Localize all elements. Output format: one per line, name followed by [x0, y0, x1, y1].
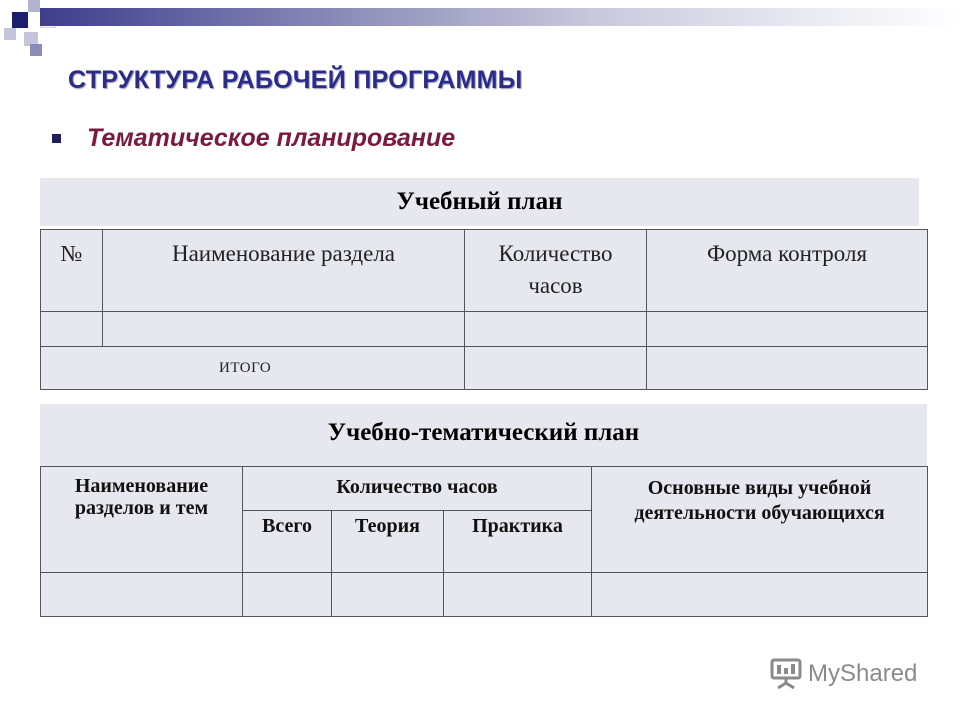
plan-table	[40, 229, 928, 390]
corner-square	[4, 28, 16, 40]
table-cell	[465, 312, 647, 347]
thematic-plan-table	[40, 466, 928, 617]
column-header-theory: Теория	[332, 511, 444, 573]
table-row	[41, 573, 928, 617]
table-cell	[243, 573, 332, 617]
table-cell	[465, 347, 647, 390]
column-header-hours: Количество часов	[243, 467, 592, 511]
table-cell	[41, 312, 103, 347]
corner-square	[28, 0, 40, 12]
thematic-plan-heading: Учебно-тематический план	[40, 404, 927, 467]
presentation-icon	[768, 656, 804, 692]
total-label: ИТОГО	[41, 347, 465, 390]
header-bar	[40, 8, 960, 26]
corner-square	[30, 44, 42, 56]
column-header-activities: Основные виды учебной деятельности обучающихся	[592, 467, 928, 573]
table-cell	[444, 573, 592, 617]
column-header-practice: Практика	[444, 511, 592, 573]
myshared-logo	[768, 656, 917, 692]
watermark-text: MyShared	[808, 660, 918, 687]
column-header-hours: Количество часов	[465, 230, 647, 312]
column-header-number: №	[41, 230, 103, 312]
table-cell	[647, 312, 928, 347]
slide-title: СТРУКТУРА РАБОЧЕЙ ПРОГРАММЫ	[68, 66, 523, 94]
table-cell	[647, 347, 928, 390]
slide-subtitle: Тематическое планирование	[87, 124, 456, 152]
column-header-section: Наименование раздела	[103, 230, 465, 312]
column-header-sections: Наименование разделов и тем	[41, 467, 243, 573]
column-header-total: Всего	[243, 511, 332, 573]
plan-heading: Учебный план	[40, 178, 919, 226]
column-header-control: Форма контроля	[647, 230, 928, 312]
table-cell	[332, 573, 444, 617]
table-header-row	[41, 230, 928, 312]
table-header-row	[41, 467, 928, 511]
bullet-square-icon	[52, 134, 61, 143]
corner-square	[12, 12, 28, 28]
total-row	[41, 347, 928, 390]
table-row	[41, 312, 928, 347]
subtitle-row	[52, 124, 455, 153]
table-cell	[592, 573, 928, 617]
table-cell	[103, 312, 465, 347]
table-cell	[41, 573, 243, 617]
